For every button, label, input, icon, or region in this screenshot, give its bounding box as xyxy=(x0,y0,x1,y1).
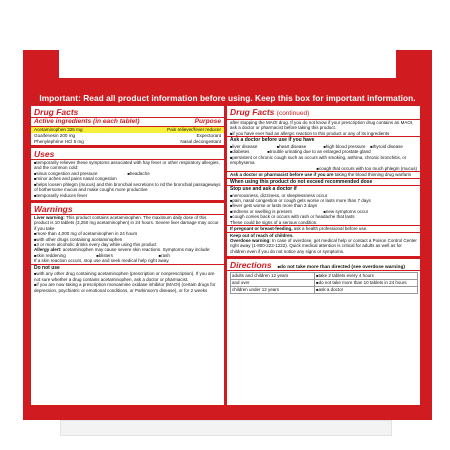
warnings-title: Warnings xyxy=(31,203,224,215)
directions-title: Directions xyxy=(230,260,272,271)
allergy-alert: Allergy alert: acetaminophen may cause severe skin reactions. Symptoms may include: xyxy=(34,247,211,253)
liver-item: ■ 3 or more alcoholic drinks every day while using this product xyxy=(31,242,224,247)
directions-header xyxy=(227,259,420,271)
do-not-use-line: ■ if you are now taking a prescription monoamine oxidase inhibitor (MAOI) (certain drugs for depression, psychiatric or emotional conditions, or Parkinson's disease), or for 2 weeks xyxy=(31,282,224,293)
purpose-label: Purpose xyxy=(194,118,221,125)
uses-line: ■ temporarily reduces fever xyxy=(31,193,224,198)
ask-line: ■ persistent or chronic cough such as occurs with smoking, asthma, chronic bronchitis, or emphysema xyxy=(227,155,420,166)
continued-line: after stopping the MAOI drug. If you do not know if your prescription drug contains an MAOI, ask a doctor or pharmacist before taking this product. xyxy=(230,120,414,131)
stop-grid: ■ redness or swelling is present ■ new symptoms occur xyxy=(227,209,420,215)
uses-grid: ■ sinus congestion and pressure ■ headache xyxy=(31,171,224,177)
ask-pharmacist: Ask a doctor or pharmacist before use if you are taking the blood thinning drug warfarin xyxy=(227,171,420,177)
liver-item: ■ more than 4,000 mg of acetaminophen in 24 hours xyxy=(31,231,224,236)
drug-facts-continued-title: Drug Facts (continued) xyxy=(227,106,420,120)
active-ingredients-header xyxy=(31,118,224,127)
ingredient-row: Acetaminophen 325 mg Pain reliever/fever reducer xyxy=(31,127,224,133)
stop-line: These could be signs of a serious condition. xyxy=(230,219,318,225)
top-tab xyxy=(0,0,450,50)
overdose-warning: Overdose warning: In case of overdose, get medical help or contact a Poison Control Center right away (1-800-222-1222). Quick medical attention is critical for adults as well as for children even if you do not notice any signs or symptoms. xyxy=(230,237,417,254)
pregnancy-warning: If pregnant or breast-feeding, ask a health professional before use. xyxy=(227,225,420,231)
allergy-after: If a skin reaction occurs, stop use and seek medical help right away. xyxy=(34,258,170,264)
stop-line: ■ pain, nasal congestion or cough gets worse or lasts more than 7 days xyxy=(227,198,420,203)
table-row: and over ■ do not take more than 10 tablets in 24 hours xyxy=(231,280,418,287)
ask-doctor-title: Ask a doctor before use if you have xyxy=(227,136,420,144)
uses-line: ■ temporarily relieves these symptoms associated with hay fever or other respiratory allergies, and the common cold: xyxy=(31,160,224,171)
active-ingredients-label: Active ingredients (in each tablet) xyxy=(34,118,140,125)
ingredient-row: Phenylephrine HCl 5 mg Nasal decongestant xyxy=(34,139,221,144)
ask-grid: ■ liver disease ■ heart disease ■ high blood pressure ■ thyroid disease xyxy=(227,144,420,150)
keep-out-of-reach: Keep out of reach of children. xyxy=(227,232,420,238)
stop-line: ■ nervousness, dizziness, or sleeplessness occur xyxy=(227,193,420,198)
stop-line: ■ cough comes back or occurs with rash or headache that lasts xyxy=(227,214,420,219)
uses-title: Uses xyxy=(31,148,224,160)
uses-line: ■ minor aches and pains nasal congestion xyxy=(31,176,224,181)
table-row: adults and children 12 years ■ take 2 tablets every 4 hours xyxy=(231,273,418,280)
left-top-flap xyxy=(23,50,59,78)
liver-item: ■ with other drugs containing acetaminophen xyxy=(31,237,224,242)
directions-warning: ■ do not take more than directed (see overdose warning) xyxy=(278,264,405,270)
important-banner: Important: Read all product information before using. Keep this box for important information. xyxy=(39,93,416,103)
table-row: children under 12 years ■ ask a doctor xyxy=(231,287,418,294)
allergy-grid: ■ skin reddening ■ blisters ■ rash xyxy=(31,253,224,259)
drug-facts-title: Drug Facts xyxy=(31,106,224,118)
do-not-use-line: ■ with any other drug containing acetaminophen (prescription or nonprescription). If you are not sure whether a drug contains acetaminophen, ask a doctor or pharmacist. xyxy=(31,271,224,282)
bottom-flap xyxy=(60,420,392,436)
drug-facts-panel-left xyxy=(29,104,226,407)
do-not-use-title: Do not use xyxy=(31,264,224,272)
stop-use-title: Stop use and ask a doctor if xyxy=(227,185,420,193)
drug-facts-panel-right xyxy=(225,104,422,407)
continued-line: ■ if you have ever had an allergic reaction to this product or any of its ingredients xyxy=(227,131,420,136)
liver-warning: Liver warning: This product contains acetaminophen. The maximum daily dose of this product is 10 tablets (3,250 mg acetaminophen) in 24 hours. Severe liver damage may occur if you take xyxy=(34,215,219,231)
directions-table xyxy=(230,272,418,294)
ingredient-row: Guaifenesin 200 mg Expectorant xyxy=(34,133,221,138)
ask-line: ■ cough that occurs with too much phlegm (mucus) xyxy=(227,166,420,171)
ask-grid: ■ diabetes ■ trouble urinating due to an enlarged prostate gland xyxy=(227,149,420,155)
uses-line: ■ helps loosen phlegm (mucus) and thin bronchial secretions to rid the bronchial passageways of bothersome mucus and make coughs more productive xyxy=(31,182,224,193)
when-using-title: When using this product do not exceed recommended dose xyxy=(227,178,420,186)
stop-line: ■ fever gets worse or lasts more than 3 days xyxy=(227,203,420,208)
right-top-flap xyxy=(396,50,432,78)
